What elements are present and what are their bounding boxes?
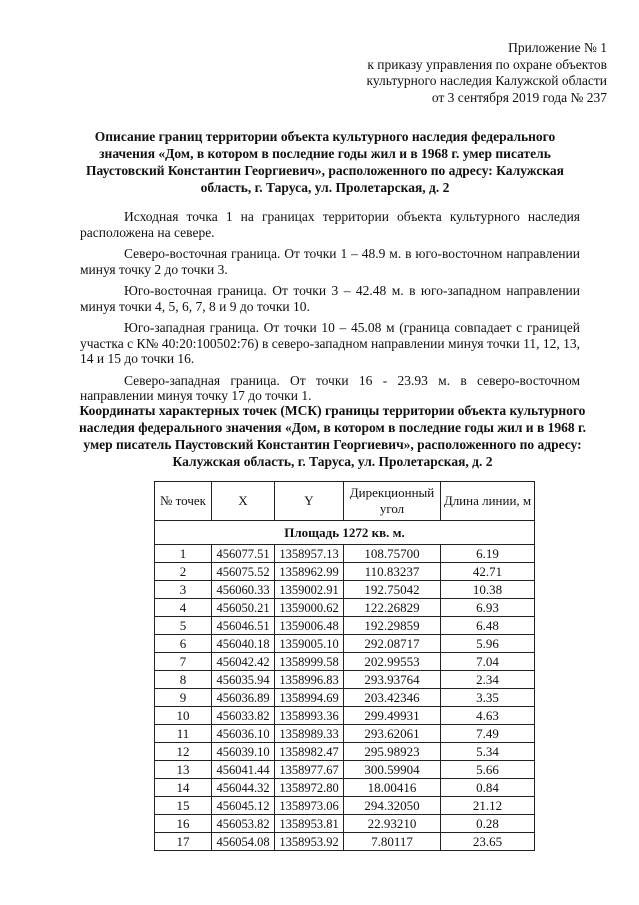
table-row — [155, 671, 535, 689]
table-header-row — [155, 482, 535, 521]
x-coordinate: 456053.82 — [212, 815, 275, 833]
header-x: X — [212, 482, 275, 521]
direction-angle: 299.49931 — [344, 707, 441, 725]
y-coordinate: 1359005.10 — [275, 635, 344, 653]
y-coordinate: 1358973.06 — [275, 797, 344, 815]
point-number: 13 — [155, 761, 212, 779]
table-row — [155, 545, 535, 563]
x-coordinate: 456045.12 — [212, 797, 275, 815]
table-row — [155, 689, 535, 707]
line-length: 6.19 — [441, 545, 535, 563]
point-number: 10 — [155, 707, 212, 725]
x-coordinate: 456036.10 — [212, 725, 275, 743]
x-coordinate: 456036.89 — [212, 689, 275, 707]
direction-angle: 202.99553 — [344, 653, 441, 671]
direction-angle: 192.29859 — [344, 617, 441, 635]
point-number: 8 — [155, 671, 212, 689]
line-length: 10.38 — [441, 581, 535, 599]
line-length: 21.12 — [441, 797, 535, 815]
line-length: 4.63 — [441, 707, 535, 725]
paragraph: Северо-восточная граница. От точки 1 – 48.9 м. в юго-восточном направлении минуя точку 2 до точки 3. — [80, 246, 580, 277]
line-length: 6.48 — [441, 617, 535, 635]
point-number: 12 — [155, 743, 212, 761]
table-row — [155, 599, 535, 617]
x-coordinate: 456042.42 — [212, 653, 275, 671]
header-line-length: Длина линии, м — [441, 482, 535, 521]
x-coordinate: 456039.10 — [212, 743, 275, 761]
y-coordinate: 1358957.13 — [275, 545, 344, 563]
direction-angle: 22.93210 — [344, 815, 441, 833]
appendix-line: Приложение № 1 — [508, 40, 607, 55]
y-coordinate: 1358953.81 — [275, 815, 344, 833]
direction-angle: 292.08717 — [344, 635, 441, 653]
y-coordinate: 1358982.47 — [275, 743, 344, 761]
direction-angle: 18.00416 — [344, 779, 441, 797]
line-length: 3.35 — [441, 689, 535, 707]
line-length: 5.66 — [441, 761, 535, 779]
direction-angle: 110.83237 — [344, 563, 441, 581]
point-number: 6 — [155, 635, 212, 653]
table-row — [155, 761, 535, 779]
direction-angle: 122.26829 — [344, 599, 441, 617]
description-title: Описание границ территории объекта культурного наследия федерального значения «Дом, в котором в последние годы жил и в 1968 г. умер писатель Паустовский Константин Георгиевич», расположенного по адресу: Калужская область, г. Таруса, ул. Пролетарская, д. 2 — [86, 129, 564, 195]
coordinates-title: Координаты характерных точек (МСК) границы территории объекта культурного наследия федерального значения «Дом, в котором в последние годы жил и в 1968 г. умер писатель Паустовский Константин Георгиевич», расположенного по адресу: Калужская область, г. Таруса, ул. Пролетарская, д. 2 — [79, 403, 586, 469]
line-length: 7.04 — [441, 653, 535, 671]
paragraph: Юго-западная граница. От точки 10 – 45.08 м (граница совпадает с границей участка с К№ 40:20:100502:76) в северо-западном направлении минуя точки 11, 12, 13, 14 и 15 до точки 16. — [80, 320, 580, 366]
y-coordinate: 1358996.83 — [275, 671, 344, 689]
x-coordinate: 456060.33 — [212, 581, 275, 599]
y-coordinate: 1358994.69 — [275, 689, 344, 707]
direction-angle: 7.80117 — [344, 833, 441, 851]
line-length: 42.71 — [441, 563, 535, 581]
y-coordinate: 1359006.48 — [275, 617, 344, 635]
table-row — [155, 725, 535, 743]
x-coordinate: 456041.44 — [212, 761, 275, 779]
table-row — [155, 779, 535, 797]
x-coordinate: 456075.52 — [212, 563, 275, 581]
paragraph: Исходная точка 1 на границах территории объекта культурного наследия расположена на севере. — [80, 209, 580, 240]
coordinates-table — [154, 481, 535, 851]
header-direction-angle: Дирекционный угол — [344, 482, 441, 521]
line-length: 7.49 — [441, 725, 535, 743]
y-coordinate: 1358962.99 — [275, 563, 344, 581]
appendix-header — [366, 40, 607, 106]
paragraph: Северо-западная граница. От точки 16 - 23.93 м. в северо-восточном направлении минуя точку 17 до точки 1. — [80, 372, 580, 403]
y-coordinate: 1359000.62 — [275, 599, 344, 617]
direction-angle: 203.42346 — [344, 689, 441, 707]
point-number: 5 — [155, 617, 212, 635]
appendix-line: культурного наследия Калужской области — [366, 73, 607, 88]
header-num: № точек — [155, 482, 212, 521]
y-coordinate: 1358989.33 — [275, 725, 344, 743]
y-coordinate: 1358993.36 — [275, 707, 344, 725]
direction-angle: 293.62061 — [344, 725, 441, 743]
x-coordinate: 456040.18 — [212, 635, 275, 653]
x-coordinate: 456044.32 — [212, 779, 275, 797]
x-coordinate: 456050.21 — [212, 599, 275, 617]
y-coordinate: 1358999.58 — [275, 653, 344, 671]
line-length: 5.96 — [441, 635, 535, 653]
area-row — [155, 521, 535, 545]
line-length: 2.34 — [441, 671, 535, 689]
table-row — [155, 653, 535, 671]
y-coordinate: 1359002.91 — [275, 581, 344, 599]
y-coordinate: 1358972.80 — [275, 779, 344, 797]
line-length: 5.34 — [441, 743, 535, 761]
point-number: 1 — [155, 545, 212, 563]
direction-angle: 108.75700 — [344, 545, 441, 563]
point-number: 17 — [155, 833, 212, 851]
appendix-line: к приказу управления по охране объектов — [367, 56, 607, 72]
paragraph: Юго-восточная граница. От точки 3 – 42.48 м. в юго-западном направлении минуя точки 4, 5, 6, 7, 8 и 9 до точки 10. — [80, 283, 580, 314]
point-number: 7 — [155, 653, 212, 671]
table-row — [155, 617, 535, 635]
x-coordinate: 456035.94 — [212, 671, 275, 689]
point-number: 9 — [155, 689, 212, 707]
y-coordinate: 1358977.67 — [275, 761, 344, 779]
point-number: 4 — [155, 599, 212, 617]
line-length: 23.65 — [441, 833, 535, 851]
line-length: 0.84 — [441, 779, 535, 797]
header-y: Y — [275, 482, 344, 521]
line-length: 6.93 — [441, 599, 535, 617]
point-number: 3 — [155, 581, 212, 599]
x-coordinate: 456054.08 — [212, 833, 275, 851]
direction-angle: 295.98923 — [344, 743, 441, 761]
table-row — [155, 563, 535, 581]
x-coordinate: 456033.82 — [212, 707, 275, 725]
point-number: 16 — [155, 815, 212, 833]
table-row — [155, 833, 535, 851]
direction-angle: 192.75042 — [344, 581, 441, 599]
point-number: 15 — [155, 797, 212, 815]
area-label: Площадь 1272 кв. м. — [155, 521, 535, 545]
y-coordinate: 1358953.92 — [275, 833, 344, 851]
table-row — [155, 815, 535, 833]
table-row — [155, 581, 535, 599]
table-row — [155, 743, 535, 761]
line-length: 0.28 — [441, 815, 535, 833]
table-row — [155, 707, 535, 725]
x-coordinate: 456077.51 — [212, 545, 275, 563]
direction-angle: 293.93764 — [344, 671, 441, 689]
boundary-description — [80, 209, 580, 410]
x-coordinate: 456046.51 — [212, 617, 275, 635]
table-row — [155, 635, 535, 653]
direction-angle: 300.59904 — [344, 761, 441, 779]
appendix-line: от 3 сентября 2019 года № 237 — [431, 89, 607, 105]
table-row — [155, 797, 535, 815]
point-number: 11 — [155, 725, 212, 743]
point-number: 14 — [155, 779, 212, 797]
point-number: 2 — [155, 563, 212, 581]
direction-angle: 294.32050 — [344, 797, 441, 815]
